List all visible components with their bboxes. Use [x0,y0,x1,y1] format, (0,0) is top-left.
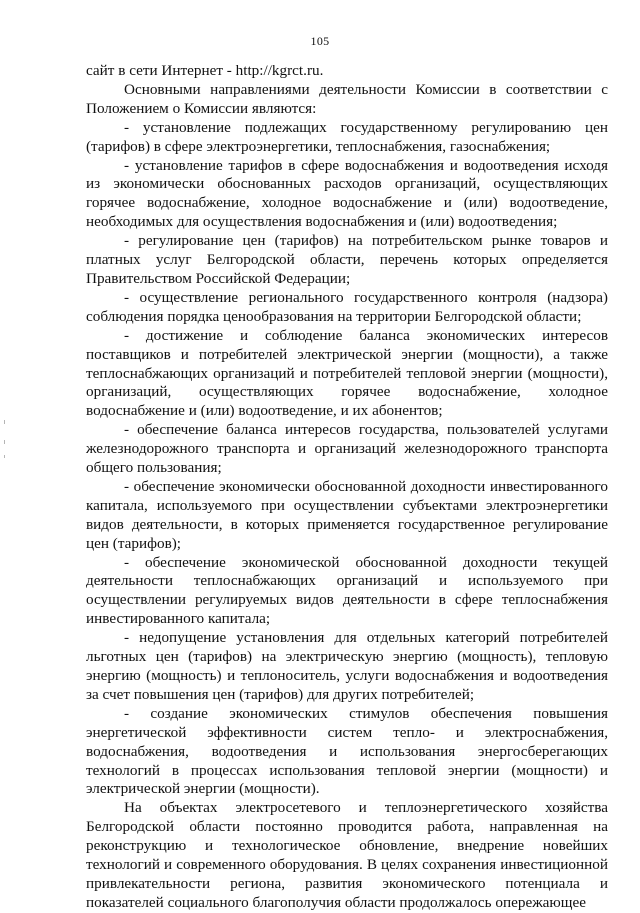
paragraph-intro: Основными направлениями деятельности Комиссии в соответствии с Положением о Комиссии являются: [86,80,608,117]
list-item-efficiency-incentives: - создание экономических стимулов обеспечения повышения энергетической эффективности систем тепло- и электроснабжения, водоснабжения, водоотведения и использования энергосберегающих технологий в процессах использования тепловой энергии (мощности) и электрической энергии (мощности). [86,704,608,798]
paragraph-website: сайт в сети Интернет - http://kgrct.ru. [86,62,324,79]
list-item-balance-interests: - достижение и соблюдение баланса экономических интересов поставщиков и потребителей электрической энергии (мощности), а также теплоснабжающих организаций и потребителей тепловой энергии (мощности), организаций, осуществляющих горячее водоснабжение, холодное водоснабжение и (или) водоотведение, и их абонентов; [86,326,608,420]
scan-mark [4,420,5,424]
list-item-consumer-prices: - регулирование цен (тарифов) на потребительском рынке товаров и платных услуг Белгородской области, перечень которых определяется Правительством Российской Федерации; [86,232,608,287]
list-item-heat-return: - обеспечение экономической обоснованной доходности текущей деятельности теплоснабжающих организаций и используемого при осуществлении регулируемых видов деятельности в сфере теплоснабжения инвестированного капитала; [86,553,608,628]
list-item-tariffs-energy: - установление подлежащих государственному регулированию цен (тарифов) в сфере электроэнергетики, теплоснабжения, газоснабжения; [86,118,608,155]
list-item-price-control: - осуществление регионального государственного контроля (надзора) соблюдения порядка ценообразования на территории Белгородской области; [86,288,608,325]
list-item-railway-balance: - обеспечение баланса интересов государства, пользователей услугами железнодорожного транспорта и организаций железнодорожного транспорта общего пользования; [86,421,608,477]
page-number: 105 [310,34,330,48]
list-item-no-preferential-prices: - недопущение установления для отдельных категорий потребителей льготных цен (тарифов) на электрическую энергию (мощность), тепловую энергию (мощность) и теплоноситель, услуги водоснабжения и водоотведения за счет повышения цен (тарифов) для других потребителей; [86,629,608,703]
scan-mark [4,455,5,458]
list-item-tariffs-water: - установление тарифов в сфере водоснабжения и водоотведения исходя из экономически обоснованных расходов организаций, осуществляющих горячее водоснабжение, холодное водоснабжение и (или) водоотведение, необходимых для осуществления водоснабжения и (или) водоотведения; [86,156,608,231]
list-item-capital-return: - обеспечение экономически обоснованной доходности инвестированного капитала, используемого при осуществлении субъектами электроэнергетики видов деятельности, в которых применяется государственное регулирование цен (тарифов); [86,477,608,552]
scan-mark [4,440,5,444]
paragraph-infrastructure: На объектах электросетевого и теплоэнергетического хозяйства Белгородской области постоянно проводится работа, направленная на реконструкцию и технологическое обновление, внедрение новейших технологий и современного оборудования. В целях сохранения инвестиционной привлекательности региона, развития экономического потенциала и показателей социального благополучия области продолжалось опережающее [86,799,608,911]
document-body [86,62,608,913]
